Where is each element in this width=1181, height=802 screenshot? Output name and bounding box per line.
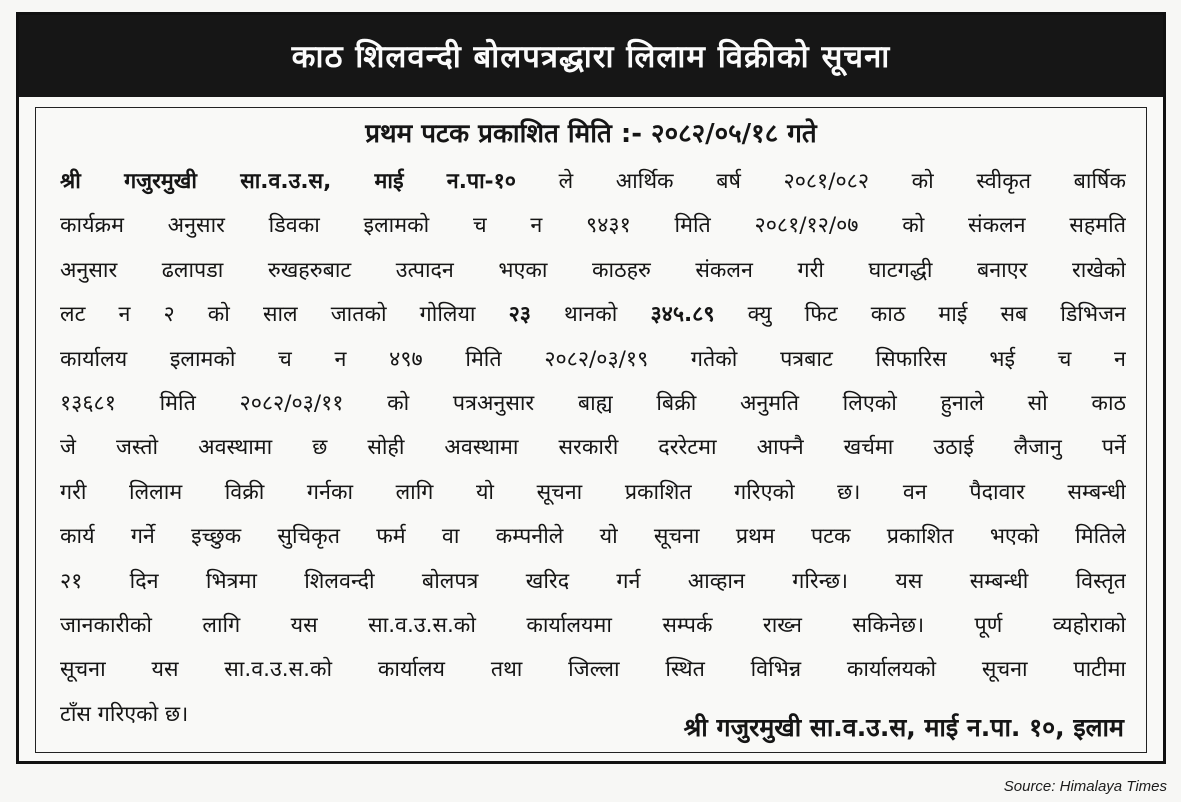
body-line: सूचना यस सा.व.उ.स.को कार्यालय तथा जिल्ला स्थित विभिन्न कार्यालयको सूचना पाटीमा <box>60 657 1126 683</box>
body-line: १३६८१ मिति २०८२/०३/११ को पत्रअनुसार बाह्य बिक्री अनुमति लिएको हुनाले सो काठ <box>60 390 1126 416</box>
body-line: अनुसार ढलापडा रुखहरुबाट उत्पादन भएका काठहरु संकलन गरी घाटगद्धी बनाएर राखेको <box>60 257 1126 283</box>
body-line <box>60 293 1126 337</box>
volume-cubic-feet: ३४५.८९ <box>650 302 715 328</box>
body-line: टाँस गरिएको छ। <box>60 701 189 727</box>
body-line: गरी लिलाम विक्री गर्नका लागि यो सूचना प्रकाशित गरिएको छ। वन पैदावार सम्बन्धी <box>60 479 1126 505</box>
body-text: लट न २ को साल जातको गोलिया <box>60 302 509 328</box>
title-bar <box>19 15 1163 97</box>
body-text: क्यु फिट काठ माई सब डिभिजन <box>714 302 1126 328</box>
issuer-name-lead: श्री गजुरमुखी सा.व.उ.स, माई न.पा-१० <box>60 169 516 194</box>
publication-date: प्रथम पटक प्रकाशित मिति :- २०८२/०५/१८ गते <box>365 119 817 149</box>
body-line: कार्यक्रम अनुसार डिवका इलामको च न ९४३१ मिति २०८१/१२/०७ को संकलन सहमति <box>60 213 1126 239</box>
body-line: जानकारीको लागि यस सा.व.उ.स.को कार्यालयमा सम्पर्क राख्न सकिनेछ। पूर्ण व्यहोराको <box>60 612 1126 638</box>
body-line: २१ दिन भित्रमा शिलवन्दी बोलपत्र खरिद गर्न आव्हान गरिन्छ। यस सम्बन्धी विस्तृत <box>60 568 1126 594</box>
notice-body-text <box>60 160 1126 737</box>
body-text: थानको <box>530 302 651 328</box>
notice-body-box <box>35 107 1147 753</box>
body-line <box>60 160 1126 204</box>
body-text: ले आर्थिक बर्ष २०८१/०८२ को स्वीकृत बार्षिक <box>515 169 1126 194</box>
body-line: कार्य गर्ने इच्छुक सुचिकृत फर्म वा कम्पनीले यो सूचना प्रथम पटक प्रकाशित भएको मितिले <box>60 524 1126 550</box>
notice-frame <box>16 12 1166 764</box>
notice-title: काठ शिलवन्दी बोलपत्रद्धारा लिलाम विक्रीको सूचना <box>291 39 891 75</box>
body-line: कार्यालय इलामको च न ४९७ मिति २०८२/०३/१९ गतेको पत्रबाट सिफारिस भई च न <box>60 346 1126 372</box>
source-credit: Source: Himalaya Times <box>1003 778 1167 795</box>
issuer-signature: श्री गजुरमुखी सा.व.उ.स, माई न.पा. १०, इलाम <box>683 713 1124 742</box>
log-count: २३ <box>508 302 531 328</box>
body-line: जे जस्तो अवस्थामा छ सोही अवस्थामा सरकारी दररेटमा आफ्नै खर्चमा उठाई लैजानु पर्ने <box>60 435 1126 461</box>
